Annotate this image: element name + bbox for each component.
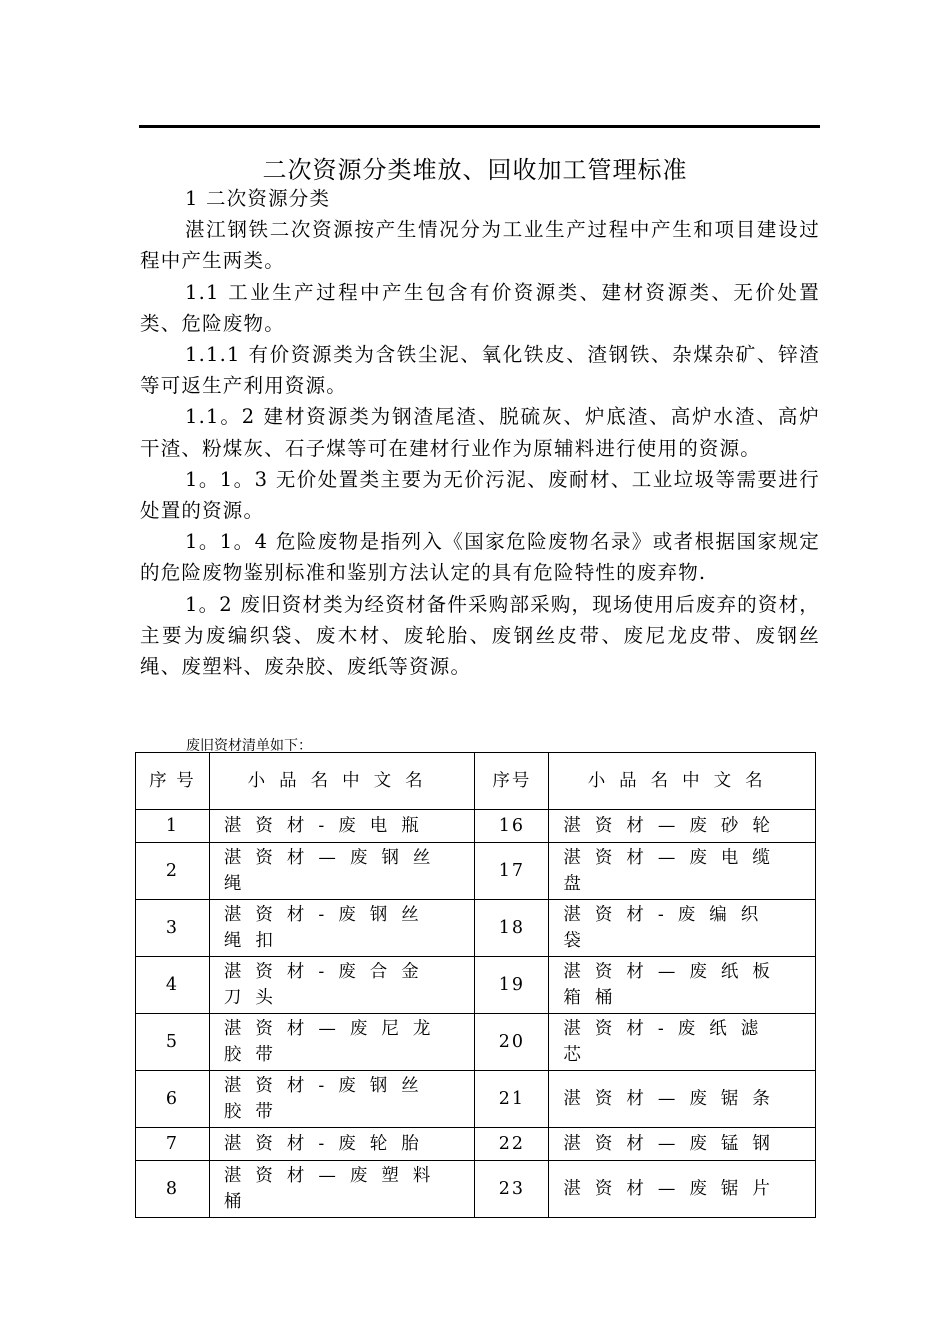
- row-no2: 18: [475, 900, 549, 957]
- row-no: 6: [136, 1071, 210, 1128]
- row-no: 4: [136, 957, 210, 1014]
- row-no: 8: [136, 1161, 210, 1218]
- row-name: 湛资材—废尼龙胶带: [209, 1014, 475, 1071]
- row-no2: 23: [475, 1161, 549, 1218]
- row-no: 7: [136, 1128, 210, 1161]
- row-name: 湛资材-废电瓶: [209, 810, 475, 843]
- paragraph: 1.1.1 有价资源类为含铁尘泥、氧化铁皮、渣钢铁、杂煤杂矿、锌渣等可返生产利用资源。: [140, 343, 820, 398]
- row-name2: 湛资材—废锯条: [549, 1071, 816, 1128]
- paragraph: 1。2 废旧资材类为经资材备件采购部采购，现场使用后废弃的资材，主要为废编织袋、废木材、废轮胎、废钢丝皮带、废尼龙皮带、废钢丝绳、废塑料、废杂胶、废纸等资源。: [140, 592, 820, 679]
- paragraph: 1。1。3 无价处置类主要为无价污泥、废耐材、工业垃圾等需要进行处置的资源。: [140, 467, 820, 523]
- row-name: 湛资材—废塑料桶: [209, 1161, 475, 1218]
- row-name: 湛资材—废钢丝绳: [209, 843, 475, 900]
- row-name2: 湛资材—废锰钢: [549, 1128, 816, 1161]
- section-heading: 1 二次资源分类: [185, 187, 331, 210]
- row-name: 湛资材-废合金刀头: [209, 957, 475, 1014]
- paragraph: 1。1。4 危险废物是指列入《国家危险废物名录》或者根据国家规定的危险废物鉴别标准和鉴别方法认定的具有危险特性的废弃物.: [140, 530, 820, 585]
- row-name: 湛资材-废轮胎: [209, 1128, 475, 1161]
- paragraph: 湛江钢铁二次资源按产生情况分为工业生产过程中产生和项目建设过程中产生两类。: [140, 218, 820, 273]
- document-body: [140, 183, 820, 682]
- row-no: 1: [136, 810, 210, 843]
- row-name2: 湛资材-废纸滤芯: [549, 1014, 816, 1071]
- table-row: [136, 843, 816, 900]
- row-name: 湛资材-废钢丝绳扣: [209, 900, 475, 957]
- table-row: [136, 900, 816, 957]
- row-name: 湛资材-废钢丝胶带: [209, 1071, 475, 1128]
- row-no2: 17: [475, 843, 549, 900]
- row-no: 2: [136, 843, 210, 900]
- table-header-row: [136, 753, 816, 810]
- header-rule: [139, 125, 820, 128]
- row-no2: 20: [475, 1014, 549, 1071]
- row-no2: 19: [475, 957, 549, 1014]
- table-row: [136, 1071, 816, 1128]
- row-name2: 湛资材—废纸板箱桶: [549, 957, 816, 1014]
- paragraph: 1.1。2 建材资源类为钢渣尾渣、脱硫灰、炉底渣、高炉水渣、高炉干渣、粉煤灰、石子煤等可在建材行业作为原辅料进行使用的资源。: [140, 405, 820, 460]
- row-no: 3: [136, 900, 210, 957]
- row-no: 5: [136, 1014, 210, 1071]
- table-caption: 废旧资材清单如下：: [186, 738, 312, 754]
- paragraph: 1.1 工业生产过程中产生包含有价资源类、建材资源类、无价处置类、危险废物。: [140, 280, 820, 335]
- row-no2: 16: [475, 810, 549, 843]
- table-row: [136, 957, 816, 1014]
- table-row: [136, 1161, 816, 1218]
- table-row: [136, 810, 816, 843]
- waste-material-table: [135, 752, 816, 1218]
- row-name2: 湛资材—废砂轮: [549, 810, 816, 843]
- row-no2: 22: [475, 1128, 549, 1161]
- header-name: 小品名中文名: [209, 753, 475, 810]
- row-name2: 湛资材—废电缆盘: [549, 843, 816, 900]
- header-no: 序 号: [136, 753, 210, 810]
- table-row: [136, 1014, 816, 1071]
- header-no2: 序号: [475, 753, 549, 810]
- table-row: [136, 1128, 816, 1161]
- row-no2: 21: [475, 1071, 549, 1128]
- document-title: 二次资源分类堆放、回收加工管理标准: [262, 156, 688, 184]
- row-name2: 湛资材—废锯片: [549, 1161, 816, 1218]
- row-name2: 湛资材-废编织袋: [549, 900, 816, 957]
- header-name2: 小品名中文名: [549, 753, 816, 810]
